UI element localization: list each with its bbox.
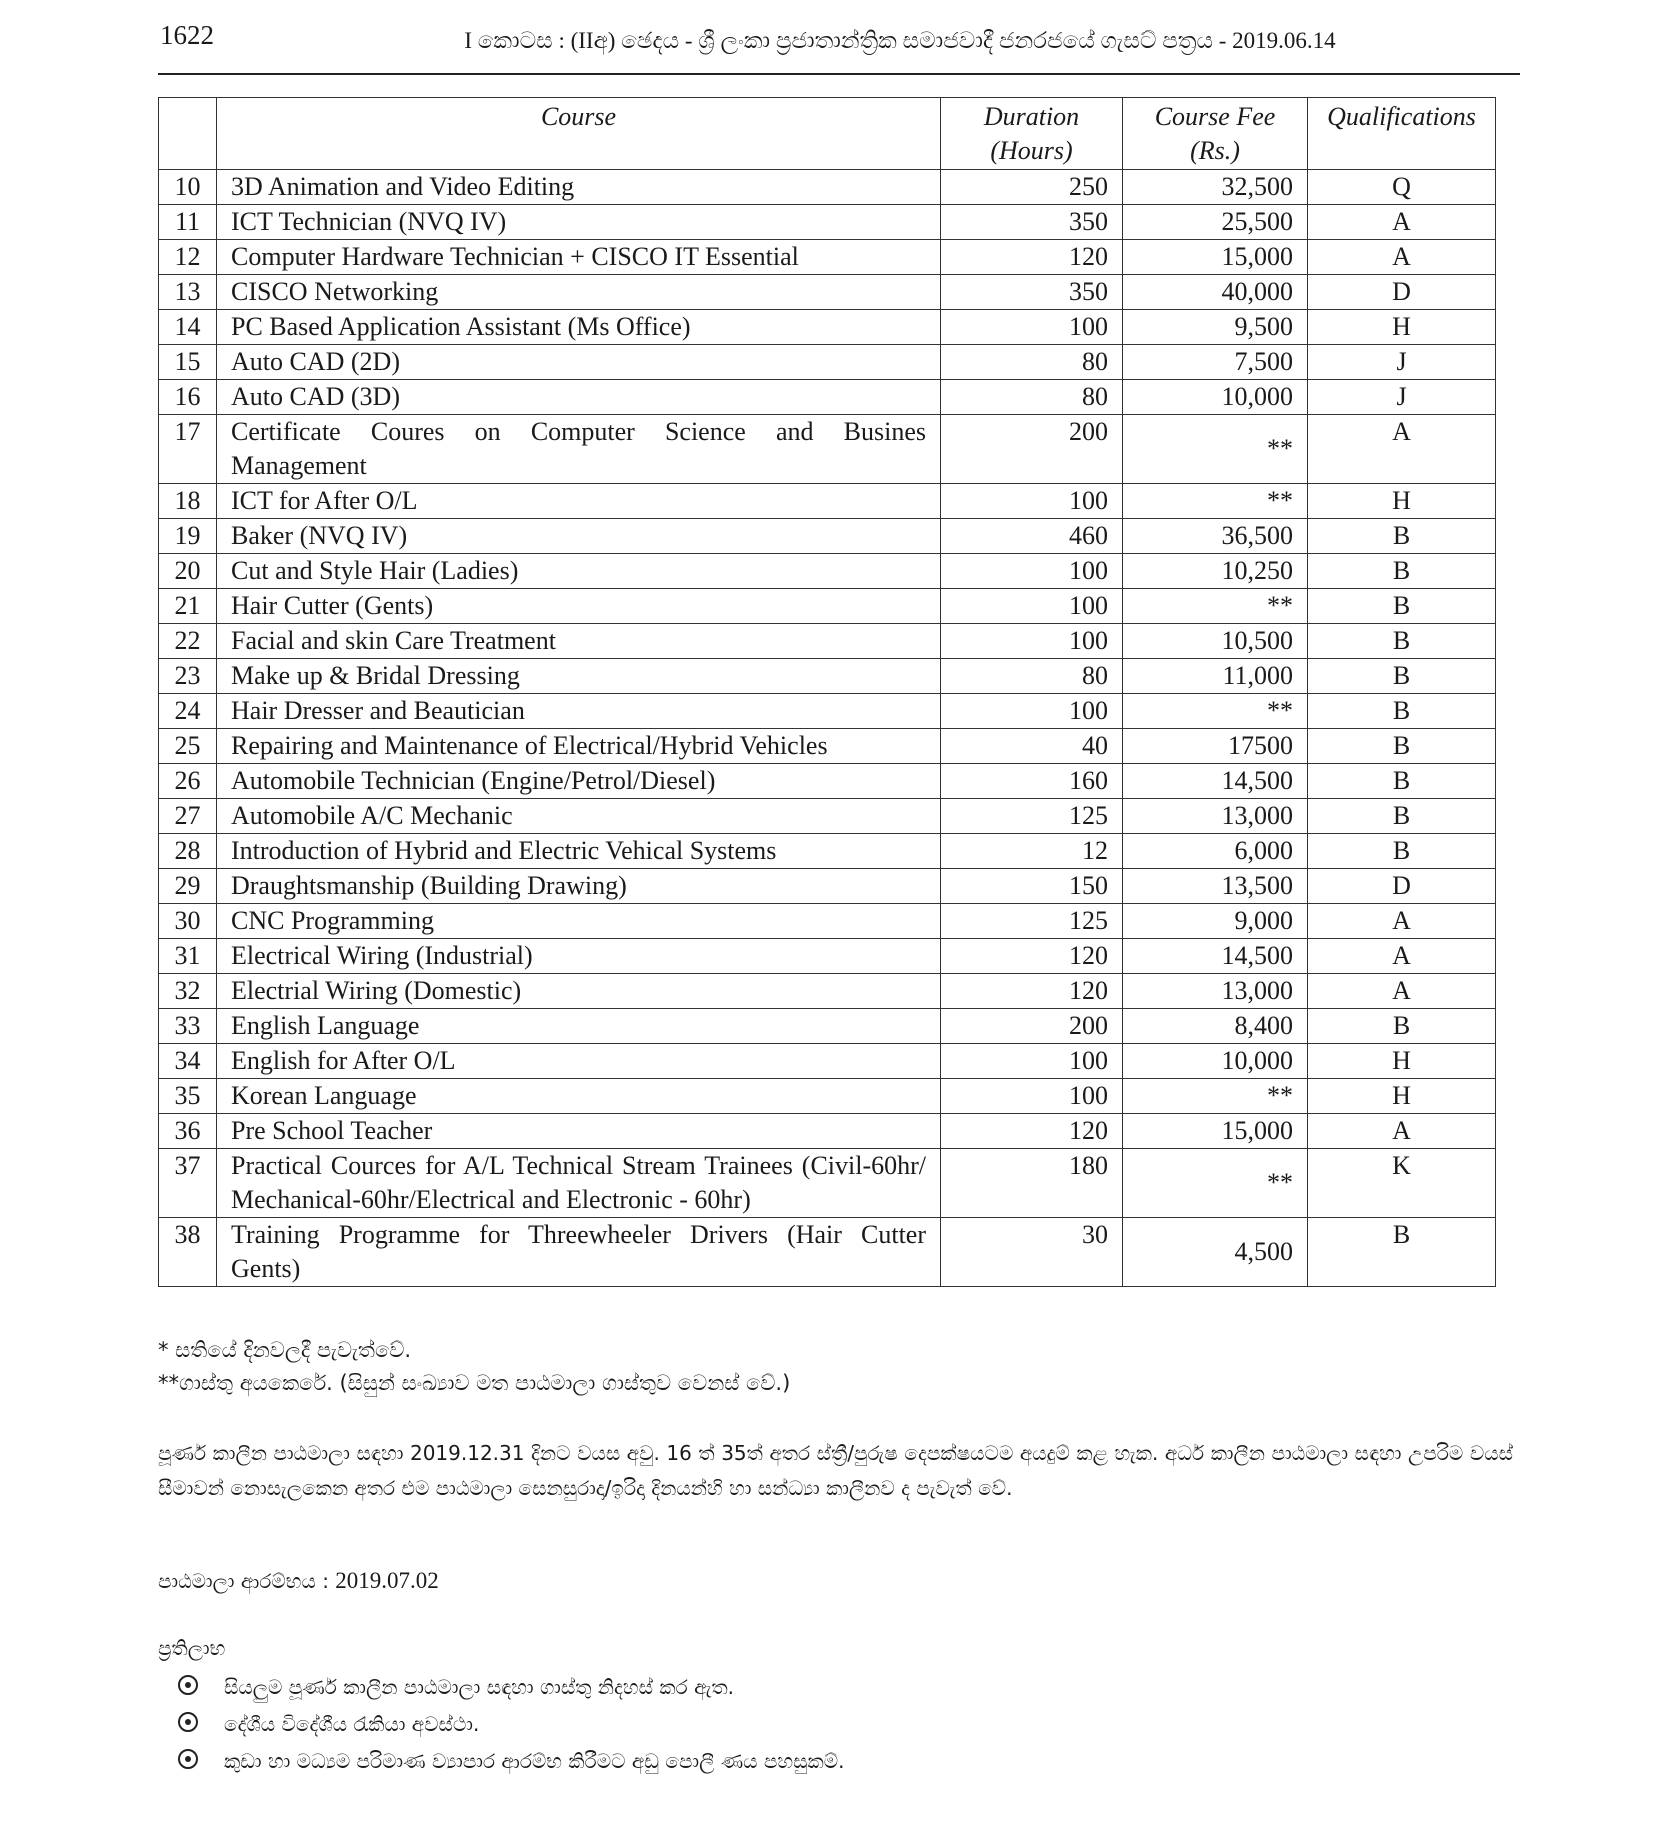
course-duration: 120: [941, 1114, 1123, 1149]
course-qualification: D: [1308, 275, 1496, 310]
row-number: 26: [159, 764, 217, 799]
course-duration: 100: [941, 554, 1123, 589]
course-qualification: H: [1308, 310, 1496, 345]
course-name: CNC Programming: [217, 904, 941, 939]
course-name: Pre School Teacher: [217, 1114, 941, 1149]
table-row: [159, 764, 1496, 799]
circle-bullet-icon: [178, 1712, 198, 1732]
course-fee: 9,000: [1123, 904, 1308, 939]
table-row: [159, 834, 1496, 869]
row-number: 29: [159, 869, 217, 904]
course-name: Draughtsmanship (Building Drawing): [217, 869, 941, 904]
course-name: Automobile A/C Mechanic: [217, 799, 941, 834]
course-fee: 36,500: [1123, 519, 1308, 554]
header-fee-line1: Course Fee: [1154, 102, 1276, 131]
course-qualification: B: [1308, 659, 1496, 694]
table-row: [159, 624, 1496, 659]
row-number: 35: [159, 1079, 217, 1114]
row-number: 16: [159, 380, 217, 415]
course-name: English Language: [217, 1009, 941, 1044]
course-name: ICT Technician (NVQ IV): [217, 205, 941, 240]
course-duration: 100: [941, 589, 1123, 624]
course-fee: **: [1123, 589, 1308, 624]
row-number: 14: [159, 310, 217, 345]
course-name: Hair Dresser and Beautician: [217, 694, 941, 729]
course-fee: 13,500: [1123, 869, 1308, 904]
course-duration: 100: [941, 1044, 1123, 1079]
course-qualification: H: [1308, 1079, 1496, 1114]
table-row: [159, 1114, 1496, 1149]
course-duration: 200: [941, 415, 1123, 484]
table-row: [159, 484, 1496, 519]
course-fee: 13,000: [1123, 799, 1308, 834]
row-number: 22: [159, 624, 217, 659]
table-row: [159, 939, 1496, 974]
row-number: 32: [159, 974, 217, 1009]
course-fee: 10,000: [1123, 380, 1308, 415]
benefit-item: [178, 1746, 845, 1783]
table-row: [159, 205, 1496, 240]
footnote-single-asterisk: * සතියේ දිනවලදී පැවැත්වේ.: [158, 1338, 412, 1362]
course-duration: 120: [941, 939, 1123, 974]
course-duration: 350: [941, 205, 1123, 240]
course-qualification: A: [1308, 904, 1496, 939]
course-qualification: A: [1308, 415, 1496, 484]
course-duration: 125: [941, 799, 1123, 834]
course-name: Make up & Bridal Dressing: [217, 659, 941, 694]
row-number: 19: [159, 519, 217, 554]
course-duration: 120: [941, 974, 1123, 1009]
course-fee: 9,500: [1123, 310, 1308, 345]
course-duration: 160: [941, 764, 1123, 799]
course-fee: **: [1123, 415, 1308, 484]
course-name: Cut and Style Hair (Ladies): [217, 554, 941, 589]
table-row: [159, 554, 1496, 589]
table-row: [159, 240, 1496, 275]
course-qualification: H: [1308, 1044, 1496, 1079]
eligibility-paragraph: පූර්ණ කාලීන පාඨමාලා සඳහා 2019.12.31 දිනට වයස අවු. 16 ත් 35ත් අතර ස්ත්‍රී/පුරුෂ දෙපක්ෂයටම අයදුම් කළ හැක. අර්ධ කාලීන පාඨමාලා සඳහා උපරිම වයස් සීමාවන් නොසැලකෙන අතර එම පාඨමාලා සෙනසුරාදා/ඉරිදා දිනයන්හි හා සන්ධ්‍යා කාලීනව ද පැවැත් වේ.: [158, 1441, 1513, 1500]
course-qualification: A: [1308, 1114, 1496, 1149]
course-qualification: A: [1308, 205, 1496, 240]
table-row: [159, 659, 1496, 694]
course-fee: 10,250: [1123, 554, 1308, 589]
benefit-text: කුඩා හා මධ්‍යම පරිමාණ ව්‍යාපාර ආරම්භ කිරීමට අඩු පොලී ණය පහසුකම්.: [224, 1749, 845, 1773]
table-row: [159, 345, 1496, 380]
course-duration: 100: [941, 310, 1123, 345]
table-row: [159, 694, 1496, 729]
benefit-text: සියලුම පූර්ණ කාලීන පාඨමාලා සඳහා ගාස්තු නිදහස් කර ඇත.: [224, 1675, 735, 1699]
course-qualification: A: [1308, 939, 1496, 974]
course-fee: **: [1123, 1079, 1308, 1114]
course-fee: 13,000: [1123, 974, 1308, 1009]
course-name: Baker (NVQ IV): [217, 519, 941, 554]
course-fee: 25,500: [1123, 205, 1308, 240]
course-fee: **: [1123, 1149, 1308, 1218]
course-name: Auto CAD (2D): [217, 345, 941, 380]
course-fee: 15,000: [1123, 240, 1308, 275]
course-fee: 14,500: [1123, 939, 1308, 974]
course-fee: 7,500: [1123, 345, 1308, 380]
course-fee: **: [1123, 694, 1308, 729]
row-number: 37: [159, 1149, 217, 1218]
benefit-item: [178, 1672, 845, 1709]
row-number: 27: [159, 799, 217, 834]
table-row: [159, 589, 1496, 624]
course-name: Facial and skin Care Treatment: [217, 624, 941, 659]
course-qualification: B: [1308, 694, 1496, 729]
course-qualification: Q: [1308, 170, 1496, 205]
course-duration: 125: [941, 904, 1123, 939]
course-duration: 12: [941, 834, 1123, 869]
course-name: English for After O/L: [217, 1044, 941, 1079]
header-fee: [1123, 98, 1308, 170]
course-fee: 10,000: [1123, 1044, 1308, 1079]
course-qualification: B: [1308, 729, 1496, 764]
table-row: [159, 415, 1496, 484]
row-number: 24: [159, 694, 217, 729]
row-number: 13: [159, 275, 217, 310]
course-duration: 40: [941, 729, 1123, 764]
table-row: [159, 729, 1496, 764]
course-name: Automobile Technician (Engine/Petrol/Diesel): [217, 764, 941, 799]
course-fee: 4,500: [1123, 1218, 1308, 1287]
course-qualification: B: [1308, 624, 1496, 659]
benefits-list: [178, 1672, 845, 1783]
course-fee: 8,400: [1123, 1009, 1308, 1044]
course-name: Practical Cources for A/L Technical Stream Trainees (Civil-60hr/ Mechanical-60hr/Electrical and Electronic - 60hr): [217, 1149, 941, 1218]
course-duration: 460: [941, 519, 1123, 554]
row-number: 28: [159, 834, 217, 869]
row-number: 21: [159, 589, 217, 624]
course-start-date: 2019.07.02: [335, 1568, 439, 1593]
row-number: 12: [159, 240, 217, 275]
course-duration: 100: [941, 694, 1123, 729]
course-qualification: B: [1308, 1218, 1496, 1287]
course-name: Certificate Coures on Computer Science and Busines Management: [217, 415, 941, 484]
table-row: [159, 310, 1496, 345]
course-name: Electrial Wiring (Domestic): [217, 974, 941, 1009]
benefit-item: [178, 1709, 845, 1746]
course-fee: 11,000: [1123, 659, 1308, 694]
course-duration: 80: [941, 345, 1123, 380]
running-head: I කොටස : (IIඅ) ඡෙදය - ශ්‍රී ලංකා ප්‍රජාතාන්ත්‍රික සමාජවාදී ජනරජයේ ගැසට් පත්‍රය - 2019.06.14: [464, 28, 1336, 53]
table-row: [159, 380, 1496, 415]
table-row: [159, 275, 1496, 310]
course-name: Training Programme for Threewheeler Drivers (Hair Cutter Gents): [217, 1218, 941, 1287]
course-fee: 17500: [1123, 729, 1308, 764]
course-duration: 350: [941, 275, 1123, 310]
benefit-text: දේශීය විදේශීය රැකියා අවස්ථා.: [224, 1712, 480, 1736]
course-table: [158, 97, 1496, 1287]
course-qualification: H: [1308, 484, 1496, 519]
footnotes: [158, 1334, 790, 1400]
course-qualification: B: [1308, 554, 1496, 589]
course-qualification: A: [1308, 974, 1496, 1009]
course-duration: 80: [941, 380, 1123, 415]
row-number: 10: [159, 170, 217, 205]
course-name: Hair Cutter (Gents): [217, 589, 941, 624]
course-fee: 32,500: [1123, 170, 1308, 205]
header-duration-line1: Duration: [983, 102, 1080, 131]
course-qualification: B: [1308, 589, 1496, 624]
course-qualification: B: [1308, 764, 1496, 799]
course-fee: 40,000: [1123, 275, 1308, 310]
course-qualification: J: [1308, 345, 1496, 380]
course-name: Repairing and Maintenance of Electrical/Hybrid Vehicles: [217, 729, 941, 764]
course-duration: 150: [941, 869, 1123, 904]
course-name: Computer Hardware Technician + CISCO IT Essential: [217, 240, 941, 275]
circle-bullet-icon: [178, 1675, 198, 1695]
course-fee: 15,000: [1123, 1114, 1308, 1149]
course-qualification: B: [1308, 834, 1496, 869]
header-duration: [941, 98, 1123, 170]
course-fee: 14,500: [1123, 764, 1308, 799]
course-duration: 200: [941, 1009, 1123, 1044]
course-qualification: B: [1308, 1009, 1496, 1044]
course-duration: 250: [941, 170, 1123, 205]
header-qualifications: Qualifications: [1308, 98, 1496, 170]
table-row: [159, 799, 1496, 834]
course-name: Introduction of Hybrid and Electric Vehical Systems: [217, 834, 941, 869]
table-row: [159, 869, 1496, 904]
header-course: Course: [217, 98, 941, 170]
course-name: Electrical Wiring (Industrial): [217, 939, 941, 974]
course-duration: 100: [941, 484, 1123, 519]
course-qualification: K: [1308, 1149, 1496, 1218]
row-number: 30: [159, 904, 217, 939]
course-qualification: B: [1308, 519, 1496, 554]
course-duration: 120: [941, 240, 1123, 275]
row-number: 36: [159, 1114, 217, 1149]
row-number: 31: [159, 939, 217, 974]
course-qualification: J: [1308, 380, 1496, 415]
table-row: [159, 1218, 1496, 1287]
header-number: [159, 98, 217, 170]
table-row: [159, 904, 1496, 939]
course-start-line: [158, 1568, 439, 1594]
course-duration: 100: [941, 1079, 1123, 1114]
table-row: [159, 170, 1496, 205]
course-fee: 10,500: [1123, 624, 1308, 659]
row-number: 20: [159, 554, 217, 589]
row-number: 23: [159, 659, 217, 694]
row-number: 34: [159, 1044, 217, 1079]
course-name: ICT for After O/L: [217, 484, 941, 519]
course-qualification: A: [1308, 240, 1496, 275]
table-row: [159, 1009, 1496, 1044]
row-number: 17: [159, 415, 217, 484]
page-number: 1622: [160, 20, 214, 50]
course-start-label: පාඨමාලා ආරම්භය :: [158, 1569, 329, 1593]
course-duration: 180: [941, 1149, 1123, 1218]
row-number: 18: [159, 484, 217, 519]
table-row: [159, 1079, 1496, 1114]
row-number: 38: [159, 1218, 217, 1287]
row-number: 33: [159, 1009, 217, 1044]
course-rows: [159, 170, 1496, 1287]
benefits-heading: ප්‍රතිලාභ: [158, 1636, 226, 1660]
row-number: 15: [159, 345, 217, 380]
table-row: [159, 1044, 1496, 1079]
footnote-double-asterisk: **ගාස්තු අයකෙරේ. (සිසුන් සංඛ්‍යාව මත පාඨමාලා ගාස්තුව වෙනස් වේ.): [158, 1371, 791, 1395]
course-duration: 80: [941, 659, 1123, 694]
table-row: [159, 1149, 1496, 1218]
table-header-row: [159, 98, 1496, 170]
course-qualification: D: [1308, 869, 1496, 904]
header-duration-line2: (Hours): [990, 136, 1073, 165]
course-name: Korean Language: [217, 1079, 941, 1114]
header-rule: [158, 73, 1520, 75]
course-name: 3D Animation and Video Editing: [217, 170, 941, 205]
row-number: 11: [159, 205, 217, 240]
header-fee-line2: (Rs.): [1190, 136, 1240, 165]
course-name: CISCO Networking: [217, 275, 941, 310]
table-row: [159, 974, 1496, 1009]
course-duration: 100: [941, 624, 1123, 659]
course-name: PC Based Application Assistant (Ms Office): [217, 310, 941, 345]
row-number: 25: [159, 729, 217, 764]
course-name: Auto CAD (3D): [217, 380, 941, 415]
table-row: [159, 519, 1496, 554]
course-fee: 6,000: [1123, 834, 1308, 869]
circle-bullet-icon: [178, 1749, 198, 1769]
course-duration: 30: [941, 1218, 1123, 1287]
course-fee: **: [1123, 484, 1308, 519]
course-qualification: B: [1308, 799, 1496, 834]
